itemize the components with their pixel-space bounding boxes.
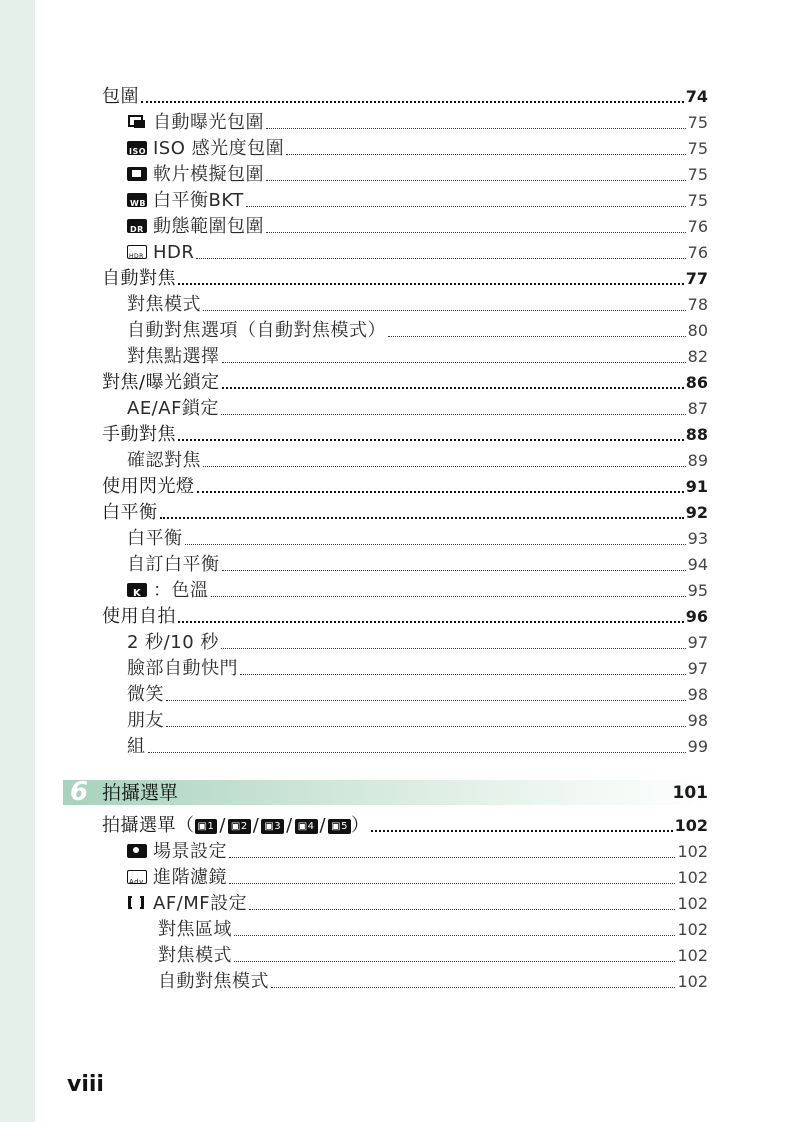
shooting-menu-number: 4 (307, 821, 315, 832)
dot-leader (166, 723, 686, 727)
toc-entry[interactable] (0, 108, 796, 134)
toc-entry-text: 2 秒/10 秒 (127, 632, 219, 653)
toc-entry-text: 確認對焦 (127, 450, 201, 471)
toc-entry-title (127, 398, 219, 420)
toc-entry-page: 98 (687, 711, 708, 730)
toc-entry-text: 軟片模擬包圍 (153, 164, 264, 185)
toc-entry-text: 朋友 (127, 710, 164, 731)
toc-entry-title (127, 164, 264, 186)
toc-entry-text: AF/MF設定 (153, 893, 248, 914)
film-simulation-bkt-icon (127, 167, 147, 181)
toc-entry-title (127, 736, 146, 758)
toc-entry-text: 自動對焦模式 (158, 971, 269, 992)
toc-entry[interactable] (0, 290, 796, 316)
dot-leader (371, 827, 672, 832)
dot-leader (229, 880, 675, 884)
dot-leader (234, 932, 675, 936)
toc-entry[interactable] (0, 394, 796, 420)
chapter-number: 6 (70, 777, 89, 807)
toc-entry-text: 包圍 (102, 86, 139, 107)
dot-leader (178, 436, 684, 441)
toc-entry-text: 對焦/曝光鎖定 (102, 372, 220, 393)
dot-leader (234, 958, 675, 962)
toc-entry-page: 102 (677, 920, 708, 939)
toc-entry[interactable] (0, 238, 796, 264)
dot-leader (141, 98, 684, 103)
dot-leader (178, 280, 684, 285)
toc-entry-text: 白平衡BKT (153, 190, 244, 211)
toc-entry-page: 99 (687, 737, 708, 756)
toc-entry[interactable] (0, 446, 796, 472)
toc-entry-text: 組 (127, 736, 146, 757)
camera-glyph-icon: ▣ (264, 821, 275, 832)
dot-leader (266, 177, 686, 181)
dot-leader (196, 255, 685, 259)
toc-entry-page: 98 (687, 685, 708, 704)
toc-entry-text: HDR (153, 242, 195, 263)
dot-leader (197, 488, 684, 493)
dot-leader (221, 645, 686, 649)
chapter-title[interactable]: 拍攝選單 (102, 782, 179, 804)
toc-entry-page: 102 (677, 868, 708, 887)
toc-entry-page: 102 (674, 816, 708, 835)
toc-entry-text: 微笑 (127, 684, 164, 705)
toc-entry-title (102, 268, 176, 290)
shooting-menu-icon (228, 819, 251, 834)
toc-entry-title (127, 112, 264, 134)
dot-leader (229, 854, 675, 858)
toc-entry[interactable] (0, 160, 796, 186)
camera-glyph-icon: ▣ (197, 821, 208, 832)
dot-leader (266, 125, 686, 129)
shooting-menu-icon (328, 819, 351, 834)
toc-entry[interactable] (0, 706, 796, 732)
toc-entry[interactable] (0, 498, 796, 524)
toc-entry-title (127, 658, 238, 680)
toc-entry-title (127, 190, 244, 212)
toc-entry-page: 78 (687, 295, 708, 314)
toc-entry-page: 97 (687, 633, 708, 652)
camera-glyph-icon: ▣ (331, 821, 342, 832)
separator-slash: / (252, 815, 260, 836)
toc-entry-title (127, 450, 201, 472)
dot-leader (286, 151, 686, 155)
toc-entry-title (102, 424, 176, 446)
toc-entry-title (127, 710, 164, 732)
toc-entry-page: 75 (687, 139, 708, 158)
kelvin-icon (127, 583, 147, 597)
toc-entry-text: 自動對焦 (102, 268, 176, 289)
adv-filter-icon (127, 870, 147, 884)
toc-entry-page: 74 (685, 87, 708, 106)
toc-entry-title (102, 86, 139, 108)
toc-entry-text: 白平衡 (127, 528, 183, 549)
dot-leader (222, 359, 686, 363)
toc-entry-page: 95 (687, 581, 708, 600)
toc-entry[interactable] (0, 941, 796, 967)
af-mf-icon (127, 896, 147, 910)
toc-entry-page: 75 (687, 113, 708, 132)
toc-entry-page: 92 (685, 503, 708, 522)
toc-entry-text: 手動對焦 (102, 424, 176, 445)
shooting-menu-icon (295, 819, 318, 834)
toc-entry[interactable] (0, 420, 796, 446)
toc-entry-title (102, 606, 176, 628)
toc-entry-title (102, 815, 369, 837)
toc-entry[interactable] (0, 654, 796, 680)
toc-entry[interactable] (0, 680, 796, 706)
toc-entry-text: 進階濾鏡 (153, 867, 227, 888)
toc-entry-title (127, 684, 164, 706)
toc-entry[interactable] (0, 472, 796, 498)
camera-icon (127, 844, 147, 858)
bracketing-icon (127, 115, 147, 129)
toc-entry-title (127, 346, 220, 368)
shooting-menu-icon (195, 819, 218, 834)
toc-entry[interactable] (0, 212, 796, 238)
toc-entry-page: 75 (687, 165, 708, 184)
toc-entry-text: 拍攝選單（ (102, 815, 195, 836)
toc-entry[interactable] (0, 811, 796, 837)
toc-entry[interactable] (0, 732, 796, 758)
toc-entry-text: 對焦區域 (158, 919, 232, 940)
toc-entry-page: 102 (677, 972, 708, 991)
toc-entry-title (127, 867, 227, 889)
toc-entry[interactable] (0, 368, 796, 394)
toc-entry-page: 96 (685, 607, 708, 626)
separator-slash: / (219, 815, 226, 836)
hdr-icon (127, 245, 147, 259)
toc-entry-page: 76 (687, 243, 708, 262)
toc-entry-text: AE/AF鎖定 (127, 398, 219, 419)
toc-entry[interactable] (0, 524, 796, 550)
toc-entry-text: 對焦點選擇 (127, 346, 220, 367)
toc-entry-title (102, 372, 220, 394)
toc-entry-suffix: ） (350, 815, 370, 836)
dot-leader (178, 618, 684, 623)
toc-entry-page: 102 (677, 946, 708, 965)
iso-bkt-icon (127, 141, 147, 155)
dot-leader (211, 593, 686, 597)
toc-entry[interactable] (0, 837, 796, 863)
toc-entry-text: 自動曝光包圍 (153, 112, 264, 133)
toc-entry-text: 動態範圍包圍 (153, 216, 264, 237)
toc-entry[interactable] (0, 134, 796, 160)
toc-entry[interactable] (0, 915, 796, 941)
toc-entry-title (127, 580, 209, 602)
toc-entry-text: ISO 感光度包圍 (153, 138, 285, 159)
separator-slash: / (286, 815, 293, 836)
toc-entry[interactable] (0, 316, 796, 342)
toc-entry-title (158, 971, 269, 993)
toc-entry-title (127, 554, 220, 576)
toc-entry-page: 76 (687, 217, 708, 236)
dot-leader (271, 984, 675, 988)
dot-leader (203, 307, 686, 311)
toc-entry-text: 對焦模式 (158, 945, 232, 966)
toc-entry[interactable] (0, 264, 796, 290)
toc-entry-page: 102 (677, 894, 708, 913)
toc-entry-title (102, 502, 158, 524)
toc-entry-title (127, 632, 219, 654)
toc-entry[interactable] (0, 889, 796, 915)
separator-slash: / (319, 815, 327, 836)
dot-leader (148, 749, 686, 753)
dot-leader (222, 384, 684, 389)
toc-entry-title (127, 841, 227, 863)
toc-entry-page: 94 (687, 555, 708, 574)
toc-entry[interactable] (0, 550, 796, 576)
toc-entry-page: 91 (685, 477, 708, 496)
dot-leader (246, 203, 686, 207)
toc-entry[interactable] (0, 576, 796, 602)
toc-entry-page: 77 (685, 269, 708, 288)
dot-leader (240, 671, 686, 675)
camera-glyph-icon: ▣ (297, 821, 308, 832)
toc-entry[interactable] (0, 863, 796, 889)
shooting-menu-number: 5 (341, 821, 348, 832)
toc-entry-title (127, 216, 264, 238)
shooting-menu-number: 2 (240, 821, 248, 832)
toc-entry-title (127, 294, 201, 316)
toc-entry-text: 自動對焦選項（自動對焦模式） (127, 320, 386, 341)
toc-entry[interactable] (0, 967, 796, 993)
toc-entry[interactable] (0, 342, 796, 368)
dot-leader (160, 514, 684, 519)
page-number: viii (67, 1072, 104, 1097)
dot-leader (221, 411, 686, 415)
dynamic-range-bkt-icon (127, 219, 147, 233)
toc-entry-page: 97 (687, 659, 708, 678)
toc-entry-title (158, 945, 232, 967)
toc-entry-page: 75 (687, 191, 708, 210)
toc-entry-title (127, 528, 183, 550)
toc-entry[interactable] (0, 186, 796, 212)
dot-leader (185, 541, 686, 545)
dot-leader (166, 697, 686, 701)
toc-entry-title (127, 138, 284, 160)
toc-entry-title (127, 893, 247, 915)
toc-entry-title (102, 476, 195, 498)
toc-entry-text: 臉部自動快門 (127, 658, 238, 679)
toc-entry[interactable] (0, 82, 796, 108)
dot-leader (388, 333, 686, 337)
toc-entry-page: 102 (677, 842, 708, 861)
toc-entry-text: 白平衡 (102, 502, 158, 523)
toc-entry-page: 86 (685, 373, 708, 392)
dot-leader (222, 567, 686, 571)
white-balance-bkt-icon (127, 193, 147, 207)
dot-leader (249, 906, 675, 910)
toc-entry-page: 93 (687, 529, 708, 548)
toc-entry[interactable] (0, 628, 796, 654)
toc-entry-title (158, 919, 232, 941)
dot-leader (266, 229, 686, 233)
toc-entry-text: ：色溫 (153, 580, 209, 601)
toc-entry-page: 89 (687, 451, 708, 470)
toc-entry-text: 自訂白平衡 (127, 554, 220, 575)
toc-entry[interactable] (0, 602, 796, 628)
toc-entry-title (127, 242, 194, 264)
toc-entry-text: 對焦模式 (127, 294, 201, 315)
toc-entry-text: 使用自拍 (102, 606, 176, 627)
toc-entry-title (127, 320, 386, 342)
toc-entry-text: 場景設定 (153, 841, 227, 862)
camera-glyph-icon: ▣ (230, 821, 241, 832)
chapter-page[interactable]: 101 (672, 783, 708, 803)
toc-entry-page: 82 (687, 347, 708, 366)
toc-entry-page: 80 (687, 321, 708, 340)
toc-entry-page: 88 (685, 425, 708, 444)
shooting-menu-number: 3 (274, 821, 282, 832)
toc-entry-page: 87 (687, 399, 708, 418)
toc-entry-text: 使用閃光燈 (102, 476, 195, 497)
dot-leader (203, 463, 686, 467)
shooting-menu-number: 1 (207, 821, 215, 832)
shooting-menu-icon (261, 819, 284, 834)
